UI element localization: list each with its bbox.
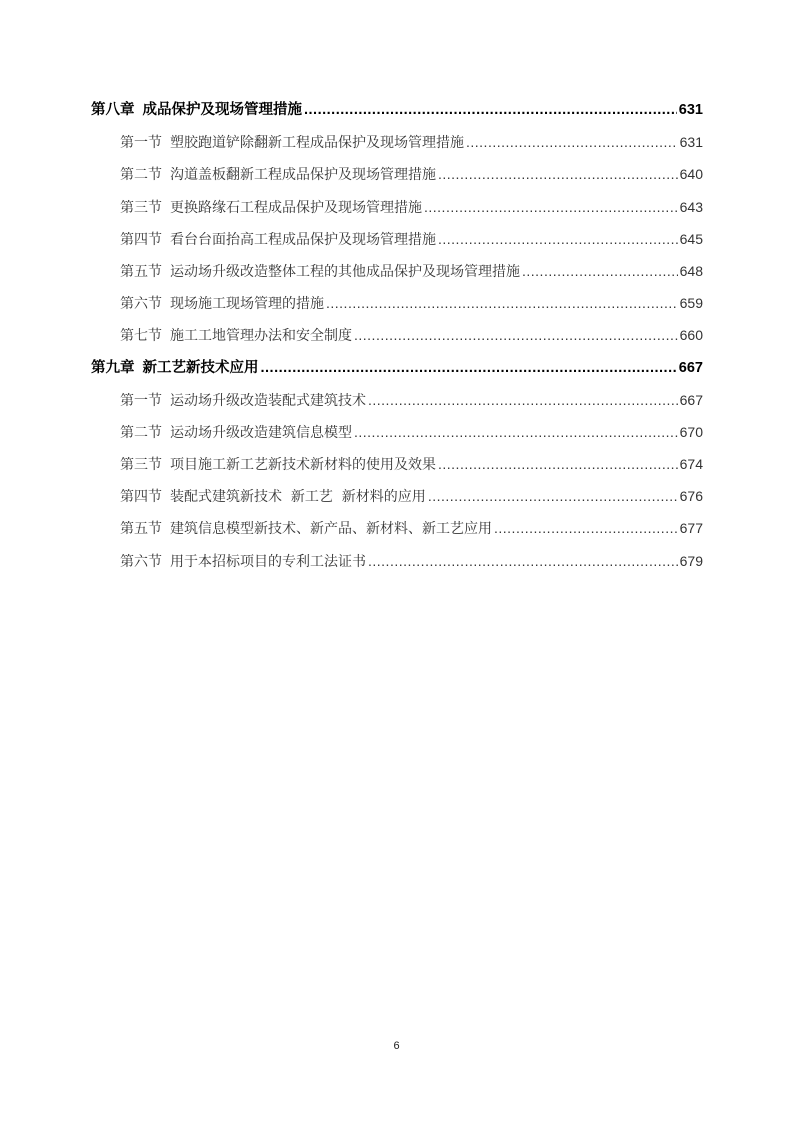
toc-entry-number: 第六节 [120, 553, 162, 570]
toc-entry-title: 用于本招标项目的专利工法证书 [170, 553, 366, 570]
toc-entry-label [120, 481, 426, 513]
toc-leader-dots [428, 480, 678, 512]
toc-entry-section[interactable] [91, 545, 703, 577]
toc-entry-page: 645 [679, 230, 703, 247]
toc-leader-dots [368, 384, 678, 416]
toc-entry-number: 第一节 [120, 135, 162, 152]
toc-leader-dots [326, 287, 678, 319]
toc-entry-title: 现场施工现场管理的措施 [170, 296, 324, 313]
toc-entry-title: 塑胶跑道铲除翻新工程成品保护及现场管理措施 [170, 135, 464, 152]
toc-entry-number: 第三节 [120, 199, 162, 216]
toc-entry-title: 装配式建筑新技术 新工艺 新材料的应用 [170, 489, 426, 506]
toc-entry-page: 674 [679, 456, 703, 473]
toc-entry-number: 第二节 [120, 167, 162, 184]
toc-entry-section[interactable] [91, 480, 703, 512]
toc-entry-section[interactable] [91, 158, 703, 190]
toc-entry-section[interactable] [91, 448, 703, 480]
toc-entry-page: 660 [679, 327, 703, 344]
toc-entry-label [120, 449, 436, 481]
toc-entry-title: 运动场升级改造建筑信息模型 [170, 424, 352, 441]
toc-entry-page: 631 [679, 134, 703, 151]
toc-entry-number: 第四节 [120, 489, 162, 506]
toc-entry-label [120, 192, 422, 224]
toc-entry-section[interactable] [91, 191, 703, 223]
toc-leader-dots [261, 352, 677, 384]
toc-entry-chapter-9[interactable] [91, 352, 703, 384]
toc-entry-label [120, 288, 324, 320]
toc-entry-label [120, 320, 352, 352]
toc-entry-title: 运动场升级改造整体工程的其他成品保护及现场管理措施 [170, 263, 520, 280]
toc-entry-label [120, 224, 436, 256]
toc-entry-page: 640 [679, 166, 703, 183]
toc-entry-page: 667 [679, 391, 703, 408]
toc-entry-title: 施工工地管理办法和安全制度 [170, 328, 352, 345]
toc-entry-number: 第七节 [120, 328, 162, 345]
toc-entry-page: 648 [679, 262, 703, 279]
toc-entry-title: 沟道盖板翻新工程成品保护及现场管理措施 [170, 167, 436, 184]
toc-entry-label [120, 513, 492, 545]
toc-entry-chapter-8[interactable] [91, 94, 703, 126]
page-number: 6 [393, 1040, 400, 1052]
toc-leader-dots [354, 319, 678, 351]
toc-entry-page: 676 [679, 488, 703, 505]
toc-entry-title: 成品保护及现场管理措施 [142, 102, 302, 118]
toc-leader-dots [368, 545, 678, 577]
toc-entry-number: 第八章 [91, 102, 135, 118]
toc-entry-label [120, 417, 352, 449]
toc-entry-title: 新工艺新技术应用 [142, 359, 259, 376]
toc-entry-page: 643 [679, 198, 703, 215]
toc-entry-label [91, 352, 259, 384]
toc-entry-number: 第二节 [120, 424, 162, 441]
toc-entry-section[interactable] [91, 416, 703, 448]
toc-entry-section[interactable] [91, 512, 703, 544]
toc-entry-section[interactable] [91, 319, 703, 351]
toc-entry-page: 677 [679, 520, 703, 537]
toc-entry-label [91, 94, 302, 126]
toc-entry-section[interactable] [91, 223, 703, 255]
toc-entry-label [120, 385, 366, 417]
toc-entry-title: 看台台面抬高工程成品保护及现场管理措施 [170, 231, 436, 248]
toc-entry-section[interactable] [91, 287, 703, 319]
toc-entry-number: 第六节 [120, 296, 162, 313]
toc-leader-dots [438, 448, 678, 480]
toc-entry-page: 667 [678, 359, 703, 376]
toc-entry-number: 第五节 [120, 263, 162, 280]
toc-entry-number: 第四节 [120, 231, 162, 248]
toc-entry-number: 第一节 [120, 392, 162, 409]
toc-entry-title: 项目施工新工艺新技术新材料的使用及效果 [170, 457, 436, 474]
toc-entry-page: 659 [679, 295, 703, 312]
toc-entry-page: 631 [678, 102, 703, 118]
toc-entry-label [120, 159, 436, 191]
toc-entry-label [120, 127, 464, 159]
toc-entry-number: 第五节 [120, 521, 162, 538]
toc-entry-label [120, 546, 366, 578]
toc-entry-page: 679 [679, 552, 703, 569]
toc-leader-dots [494, 512, 678, 544]
toc-leader-dots [466, 126, 678, 158]
toc-entry-title: 建筑信息模型新技术、新产品、新材料、新工艺应用 [170, 521, 492, 538]
toc-entry-label [120, 256, 520, 288]
toc-entry-number: 第九章 [91, 359, 135, 376]
toc-entry-title: 运动场升级改造装配式建筑技术 [170, 392, 366, 409]
toc-leader-dots [438, 158, 678, 190]
table-of-contents [91, 94, 703, 577]
toc-entry-section[interactable] [91, 384, 703, 416]
toc-entry-number: 第三节 [120, 457, 162, 474]
toc-leader-dots [438, 223, 678, 255]
toc-entry-section[interactable] [91, 126, 703, 158]
toc-entry-title: 更换路缘石工程成品保护及现场管理措施 [170, 199, 422, 216]
toc-leader-dots [424, 191, 678, 223]
toc-entry-page: 670 [679, 423, 703, 440]
toc-leader-dots [304, 94, 677, 126]
toc-entry-section[interactable] [91, 255, 703, 287]
toc-leader-dots [354, 416, 678, 448]
toc-leader-dots [522, 255, 678, 287]
